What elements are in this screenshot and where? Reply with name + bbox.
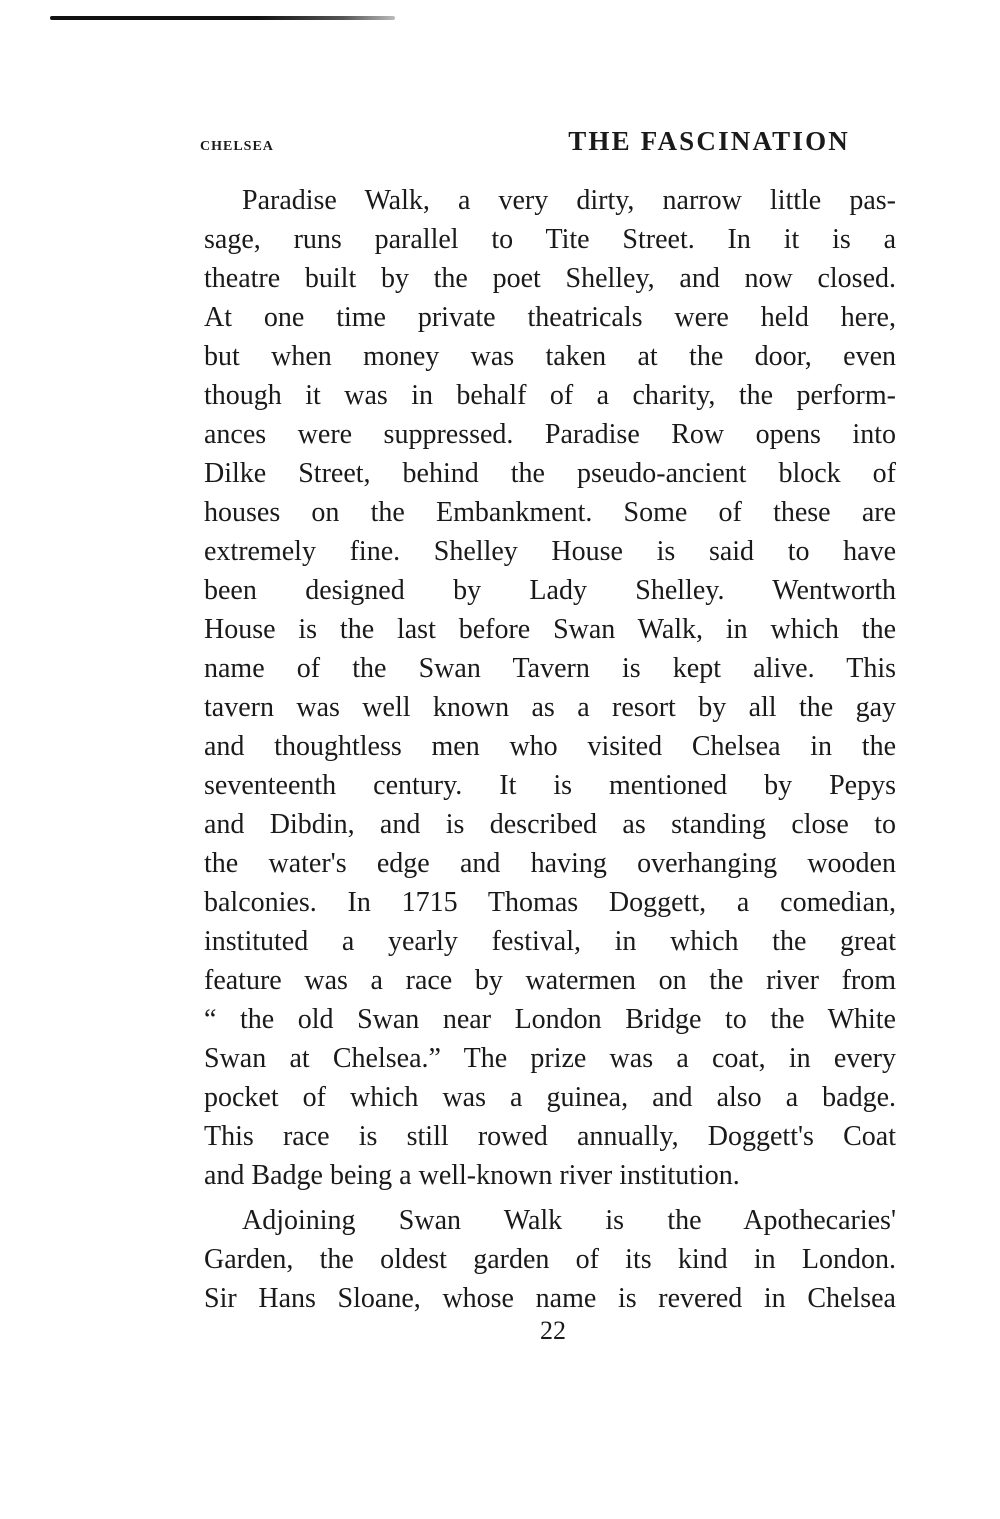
paragraph bbox=[204, 181, 896, 1195]
text-line: theatre built by the poet Shelley, and now closed. bbox=[204, 263, 896, 294]
text-line: instituted a yearly festival, in which the great bbox=[204, 926, 896, 957]
text-line: Sir Hans Sloane, whose name is revered in Chelsea bbox=[204, 1283, 896, 1314]
text-line: the water's edge and having overhanging wooden bbox=[204, 848, 896, 879]
text-line: House is the last before Swan Walk, in which the bbox=[204, 614, 896, 645]
top-rule bbox=[50, 16, 395, 20]
text-line: This race is still rowed annually, Doggett's Coat bbox=[204, 1121, 896, 1152]
text-line: houses on the Embankment. Some of these are bbox=[204, 497, 896, 528]
page-title: THE FASCINATION bbox=[568, 126, 850, 156]
paragraph bbox=[204, 1201, 896, 1318]
text-line: Paradise Walk, a very dirty, narrow little pas- bbox=[242, 185, 896, 216]
text-line: Swan at Chelsea.” The prize was a coat, in every bbox=[204, 1043, 896, 1074]
page-number: 22 bbox=[540, 1316, 566, 1345]
text-line: tavern was well known as a resort by all the gay bbox=[204, 692, 896, 723]
text-line: been designed by Lady Shelley. Wentworth bbox=[204, 575, 896, 606]
text-line: but when money was taken at the door, even bbox=[204, 341, 896, 372]
text-line: and Dibdin, and is described as standing close to bbox=[204, 809, 896, 840]
text-line: and Badge being a well-known river institution. bbox=[204, 1160, 740, 1191]
text-line: pocket of which was a guinea, and also a badge. bbox=[204, 1082, 896, 1113]
text-line: name of the Swan Tavern is kept alive. This bbox=[204, 653, 896, 684]
text-line: though it was in behalf of a charity, the perform- bbox=[204, 380, 896, 411]
text-line: Garden, the oldest garden of its kind in London. bbox=[204, 1244, 896, 1275]
text-line: Adjoining Swan Walk is the Apothecaries' bbox=[242, 1205, 896, 1236]
text-line: “ the old Swan near London Bridge to the White bbox=[204, 1004, 896, 1035]
text-line: sage, runs parallel to Tite Street. In it is a bbox=[204, 224, 896, 255]
text-line: extremely fine. Shelley House is said to have bbox=[204, 536, 896, 567]
text-line: At one time private theatricals were held here, bbox=[204, 302, 896, 333]
text-line: feature was a race by watermen on the river from bbox=[204, 965, 896, 996]
text-line: balconies. In 1715 Thomas Doggett, a comedian, bbox=[204, 887, 896, 918]
text-line: ances were suppressed. Paradise Row opens into bbox=[204, 419, 896, 450]
text-line: seventeenth century. It is mentioned by Pepys bbox=[204, 770, 896, 801]
text-line: and thoughtless men who visited Chelsea in the bbox=[204, 731, 896, 762]
text-line: Dilke Street, behind the pseudo-ancient block of bbox=[204, 458, 896, 489]
body-text bbox=[204, 181, 896, 1318]
section-label: CHELSEA bbox=[200, 139, 274, 154]
running-head bbox=[200, 126, 850, 166]
